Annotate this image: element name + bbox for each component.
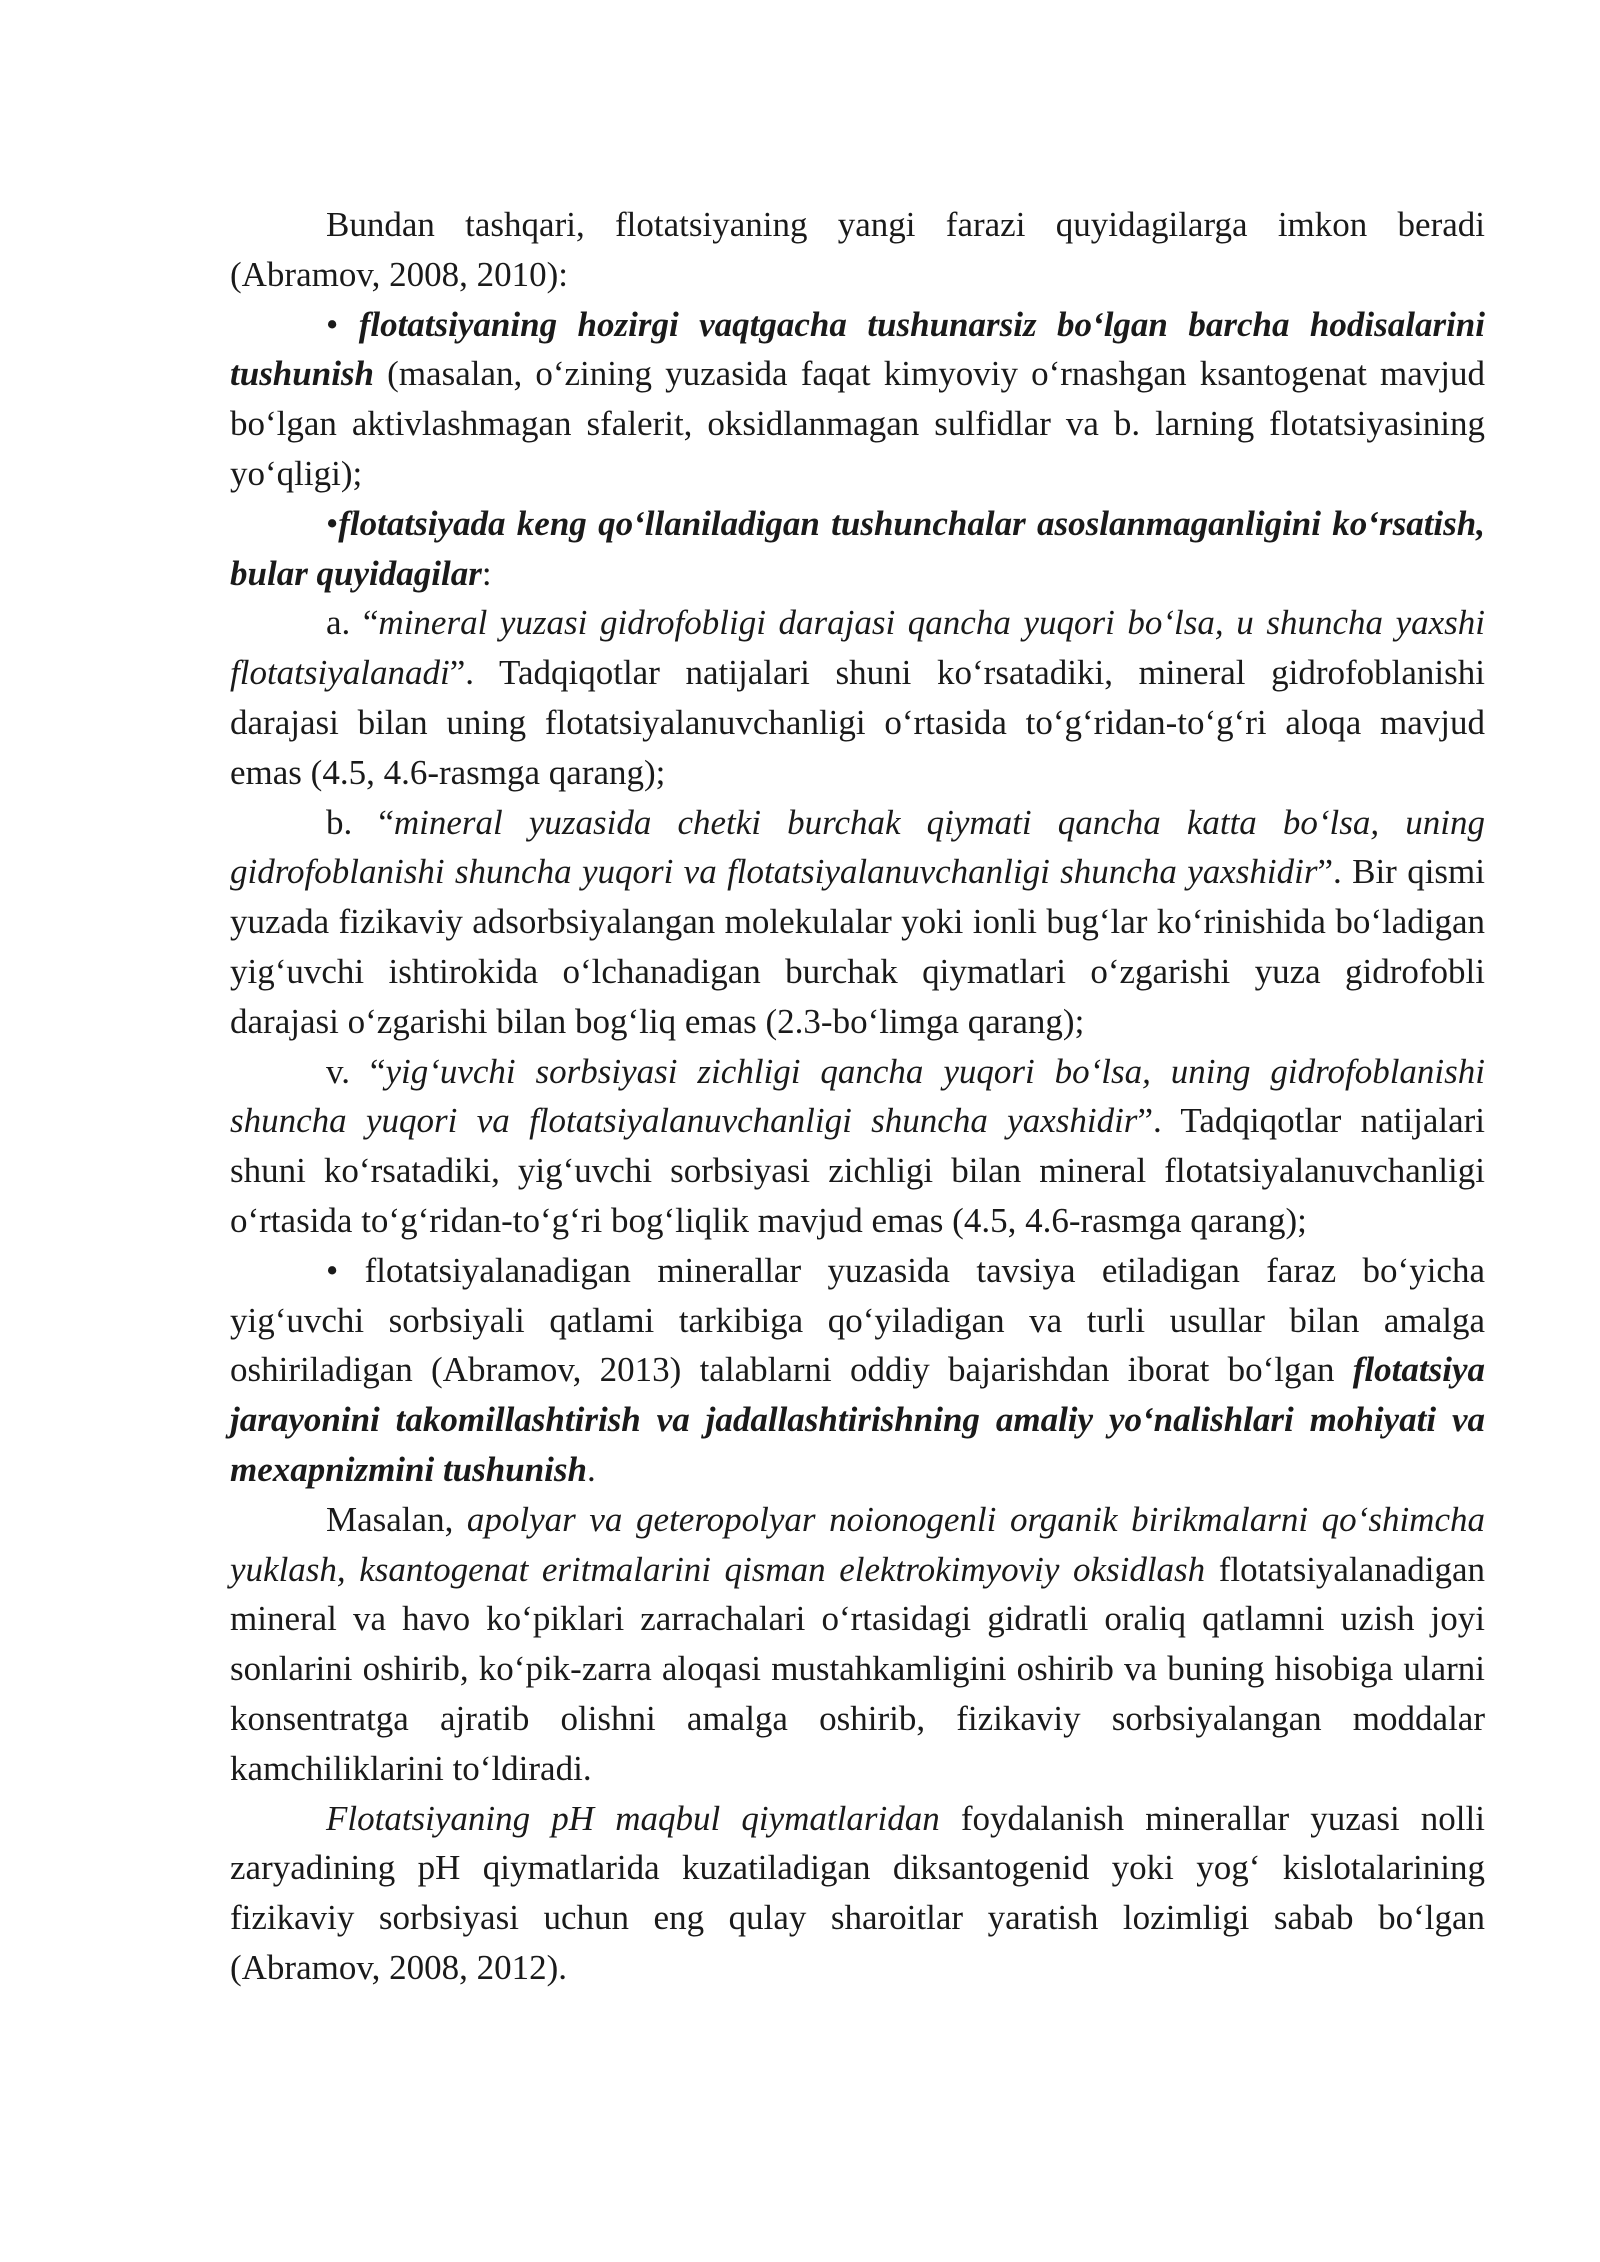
item-v-prefix: v. “	[326, 1051, 386, 1091]
item-a-prefix: a. “	[326, 603, 379, 643]
item-b-prefix: b. “	[326, 802, 394, 842]
document-page	[230, 200, 1485, 1993]
paragraph-example	[230, 1495, 1485, 1794]
bullet-understanding	[230, 300, 1485, 499]
bullet-mark: •	[326, 304, 359, 344]
item-v	[230, 1047, 1485, 1246]
bullet-understanding-heading: flotatsiyaning hozirgi vaqtgacha tushunarsiz bo‘lgan barcha hodisalarini tushunish	[230, 304, 1485, 394]
item-b-quote: mineral yuzasida chetki burchak qiymati qancha katta bo‘lsa, uning gidrofoblanishi shuncha yuqori va flotatsiyalanuvchanligi shuncha yaxshidir	[230, 802, 1485, 892]
bullet-practical-heading: flotatsiya jarayonini takomillashtirish va jadallashtirishning amaliy yo‘nalishlari mohiyati va mexapnizmini tushunish	[230, 1350, 1485, 1489]
paragraph-ph-text: foydalanish minerallar yuzasi nolli zaryadining pH qiymatlarida kuzatiladigan diksantogenid yoki yog‘ kislotalarining fizikaviy sorbsiyasi uchun eng qulay sharoitlar yaratish lozimligi sabab bo‘lgan (Abramov, 2008, 2012).	[230, 1798, 1485, 1987]
paragraph-intro-text: Bundan tashqari, flotatsiyaning yangi farazi quyidagilarga imkon beradi (Abramov, 2008, 2010):	[230, 205, 1485, 294]
bullet-practical	[230, 1246, 1485, 1495]
item-v-quote: yig‘uvchi sorbsiyasi zichligi qancha yuqori bo‘lsa, uning gidrofoblanishi shuncha yuqori va flotatsiyalanuvchanligi shuncha yaxshidir	[230, 1051, 1485, 1141]
bullet-concepts	[230, 499, 1485, 599]
paragraph-ph-italic: Flotatsiyaning pH maqbul qiymatlaridan	[326, 1798, 940, 1838]
item-a-text: ”. Tadqiqotlar natijalari shuni ko‘rsatadiki, mineral gidrofoblanishi darajasi bilan uning flotatsiyalanuvchanligi o‘rtasida to‘g‘ridan-to‘g‘ri aloqa mavjud emas (4.5, 4.6-rasmga qarang);	[230, 653, 1485, 792]
bullet-practical-text: • flotatsiyalanadigan minerallar yuzasida tavsiya etiladigan faraz bo‘yicha yig‘uvchi sorbsiyali qatlami tarkibiga qo‘yiladigan va turli usullar bilan amalga oshiriladigan (Abramov, 2013) talablarni oddiy bajarishdan iborat bo‘lgan	[230, 1250, 1485, 1390]
item-a-quote: mineral yuzasi gidrofobligi darajasi qancha yuqori bo‘lsa, u shuncha yaxshi flotatsiyalanadi	[230, 603, 1485, 693]
bullet-mark: •	[326, 503, 339, 543]
item-b-text: ”. Bir qismi yuzada fizikaviy adsorbsiyalangan molekulalar yoki ionli bug‘lar ko‘rinishida bo‘ladigan yig‘uvchi ishtirokida o‘lchanadigan burchak qiymatlari o‘zgarishi yuza gidrofobli darajasi o‘zgarishi bilan bog‘liq emas (2.3-bo‘limga qarang);	[230, 852, 1485, 1041]
bullet-concepts-text: :	[481, 553, 492, 593]
paragraph-example-lead: Masalan,	[326, 1499, 467, 1539]
paragraph-example-text: flotatsiyalanadigan mineral va havo ko‘piklari zarrachalari o‘rtasidagi gidratli oraliq qatlamni uzish joyi sonlarini oshirib, ko‘pik-zarra aloqasi mustahkamligini oshirib va buning hisobiga ularni konsentratga ajratib olishni amalga oshirib, fizikaviy sorbsiyalangan moddalar kamchiliklarini to‘ldiradi.	[230, 1549, 1486, 1788]
paragraph-example-italic: apolyar va geteropolyar noionogenli organik birikmalarni qo‘shimcha yuklash, ksantogenat eritmalarini qisman elektrokimyoviy oksidlash	[230, 1499, 1485, 1589]
paragraph-ph	[230, 1794, 1485, 1993]
bullet-practical-end: .	[586, 1449, 596, 1489]
item-v-text: ”. Tadqiqotlar natijalari shuni ko‘rsatadiki, yig‘uvchi sorbsiyasi zichligi bilan mineral flotatsiyalanuvchanligi o‘rtasida to‘g‘ridan-to‘g‘ri bog‘liqlik mavjud emas (4.5, 4.6-rasmga qarang);	[230, 1101, 1485, 1240]
item-b	[230, 798, 1485, 1047]
paragraph-intro	[230, 200, 1485, 300]
bullet-concepts-heading: flotatsiyada keng qo‘llaniladigan tushunchalar asoslanmaganligini ko‘rsatish, bular quyidagilar	[230, 503, 1485, 593]
bullet-understanding-text: (masalan, o‘zining yuzasida faqat kimyoviy o‘rnashgan ksantogenat mavjud bo‘lgan aktivlashmagan sfalerit, oksidlanmagan sulfidlar va b. larning flotatsiyasining yo‘qligi);	[230, 354, 1485, 493]
item-a	[230, 598, 1485, 797]
